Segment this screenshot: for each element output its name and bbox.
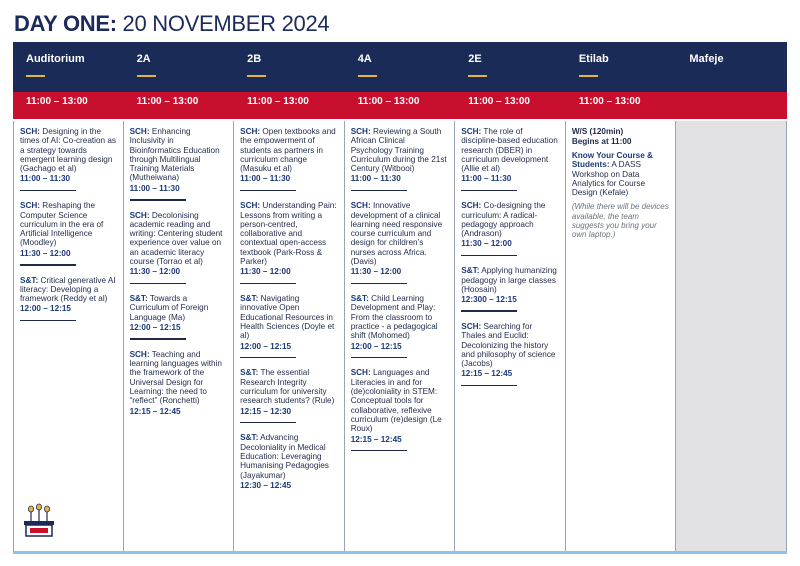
session-divider [461, 310, 517, 312]
column-2b [234, 121, 345, 551]
column-etilab [566, 121, 677, 551]
column-2a [124, 121, 235, 551]
time-slot-2a: 11:00 – 13:00 [136, 96, 199, 107]
session-item: SCH: Decolonising academic reading and writing: Centering student experience over value on an academic literacy course (Torrao et al) 11:30 – 12:00 [129, 210, 223, 277]
room-header-row [13, 42, 787, 92]
page-title [14, 11, 329, 37]
session-divider [461, 255, 517, 257]
header-accent-dash [468, 75, 487, 77]
session-divider [20, 190, 76, 192]
room-header-auditorium: Auditorium [13, 42, 124, 92]
session-item: SCH: Searching for Thales and Euclid: Decolonizing the history and philosophy of science (Jacobs) 12:15 – 12:45 [461, 321, 556, 379]
header-accent-dash [137, 75, 156, 77]
workshop-note: (While there will be devices available, the team suggests you bring your own laptop.) [571, 202, 669, 240]
session-item: SCH: Reshaping the Computer Science curriculum in the era of Artificial Intelligence (Moodley) 11:30 – 12:00 [20, 201, 104, 258]
header-accent-dash [247, 75, 266, 77]
session-divider [351, 450, 407, 452]
time-slot-2e: 11:00 – 13:00 [468, 96, 530, 107]
session-divider [351, 283, 407, 285]
session-item: S&T: Applying humanizing pedagogy in large classes (Hoosain) 12:300 – 12:15 [461, 266, 557, 305]
session-divider [240, 190, 296, 192]
session-item: SCH: Innovative development of a clinical learning need responsive course curriculum and design for children’s nurses across Africa. (Davis) 11:30 – 12:00 [350, 201, 443, 277]
session-item: S&T: Critical generative AI literacy: Developing a framework (Reddy et al) 12:00 – 12:15 [20, 275, 116, 314]
session-divider [351, 357, 407, 359]
sessions-row [13, 121, 787, 554]
workshop-heading: W/S (120min) Begins at 11:00 [571, 127, 632, 146]
session-item: SCH: Open textbooks and the empowerment of students as partners in curriculum change (Masuku et al) 11:00 – 11:30 [240, 127, 336, 184]
room-header-4a: 4A [345, 42, 456, 92]
session-divider [240, 422, 296, 424]
time-slot-auditorium: 11:00 – 13:00 [26, 96, 88, 107]
session-divider [461, 385, 517, 387]
session-item: SCH: Enhancing Inclusivity in Bioinformatics Education through Multilingual Training Materials (Mutheiwana) 11:00 – 11:30 [129, 127, 220, 193]
column-2e [455, 121, 566, 551]
session-item: SCH: Designing in the times of AI: Co-creation as a strategy towards emergent learning design (Gachago et al) 11:00 – 11:30 [20, 127, 117, 184]
column-mafeje [676, 121, 787, 551]
session-divider [20, 264, 76, 266]
time-slot-etilab: 11:00 – 13:00 [578, 96, 641, 107]
room-header-mafeje: Mafeje [689, 53, 724, 65]
session-divider [130, 283, 186, 285]
page-title-date: 20 NOVEMBER 2024 [116, 11, 330, 36]
column-4a [345, 121, 456, 551]
column-auditorium [13, 121, 124, 551]
time-slot-mafeje [676, 92, 787, 119]
session-divider [130, 338, 186, 340]
session-divider [20, 320, 76, 322]
session-divider [351, 190, 407, 192]
session-divider [240, 283, 296, 285]
header-accent-dash [26, 75, 45, 77]
session-divider [130, 199, 186, 201]
time-slot-2b: 11:00 – 13:00 [247, 96, 309, 107]
session-item: SCH: Understanding Pain: Lessons from writing a person-centred, collaborative and contextual open-access textbook (Park-Ross & Parker) 11:30 – 12:00 [240, 201, 337, 277]
session-item: S&T: Advancing Decoloniality in Medical Education: Leveraging Humanising Pedagogies (Jayakumar) 12:30 – 12:45 [240, 433, 329, 490]
session-item: SCH: The role of discipline-based education research (DBER) in curriculum development (Allie et al) 11:00 – 11:30 [461, 127, 558, 184]
session-item: SCH: Co-designing the curriculum: A radical-pedagogy approach (Andrason) 11:30 – 12:00 [461, 201, 546, 249]
room-header-2b: 2B [234, 42, 345, 92]
room-header-2a: 2A [124, 42, 235, 92]
session-item: S&T: Child Learning Development and Play: From the classroom to practice - a pedagogical shift (Mohomed) 12:00 – 12:15 [350, 294, 438, 351]
header-accent-dash [579, 75, 598, 77]
time-slot-4a: 11:00 – 13:00 [357, 96, 420, 107]
page-title-day: DAY ONE: [14, 11, 117, 36]
header-accent-dash [358, 75, 377, 77]
session-item: S&T: Navigating innovative Open Educational Resources in Health Sciences (Doyle et al) 12:00 – 12:15 [240, 294, 335, 351]
session-item: SCH: Languages and Literacies in and for (de)coloniality in STEM: Conceptual tools for collaborative, reflexive curriculum (re)design (Le Roux) 12:15 – 12:45 [350, 368, 442, 444]
time-slot-row [13, 92, 787, 119]
session-item: SCH: Reviewing a South African Clinical Psychology Training Curriculum during the 21st Century (Witbooi) 11:00 – 11:30 [350, 127, 447, 184]
session-item: SCH: Teaching and learning languages within the framework of the Universal Design for Learning: the need to “reflect” (Ronchetti) 12:15 – 12:45 [129, 349, 222, 416]
session-divider [461, 190, 517, 192]
schedule-grid [13, 42, 787, 554]
session-item: S&T: Towards a Curriculum of Foreign Language (Ma) 12:00 – 12:15 [129, 294, 209, 333]
room-header-etilab: Etilab [566, 42, 677, 92]
session-item: S&T: The essential Research Integrity curriculum for university research students? (Rule) 12:15 – 12:30 [240, 368, 335, 416]
session-divider [240, 357, 296, 359]
room-header-2e: 2E [455, 42, 566, 92]
podium-icon [21, 501, 57, 537]
workshop-description: Know Your Course & Students: A DASS Workshop on Data Analytics for Course Design (Kefale) [571, 151, 653, 198]
